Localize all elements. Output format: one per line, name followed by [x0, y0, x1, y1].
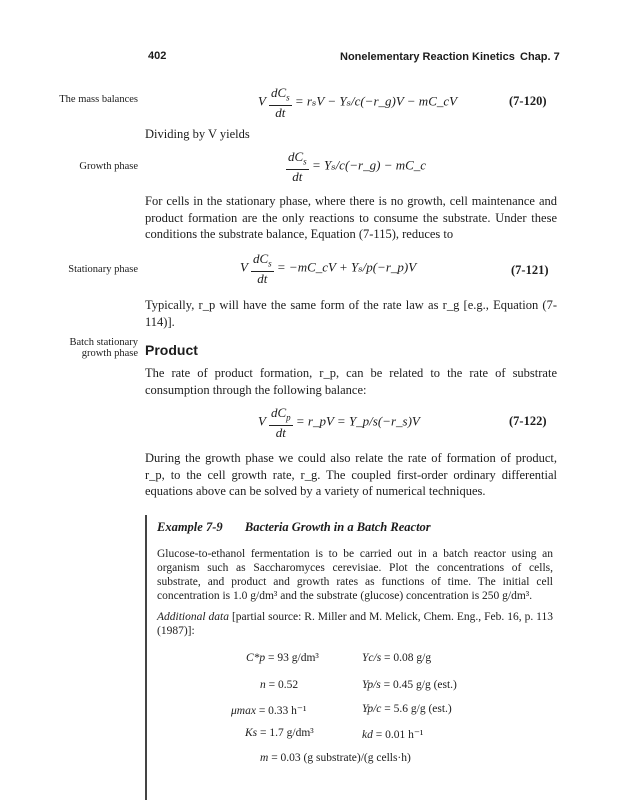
example-vertical-rule: [145, 515, 147, 800]
data-left-2-symbol: μmax: [231, 705, 256, 717]
dividing-text: Dividing by V yields: [145, 127, 250, 141]
additional-data: [157, 610, 553, 638]
example-title: Bacteria Growth in a Batch Reactor: [244, 520, 431, 534]
data-right-2: [362, 703, 452, 715]
example-label: Example 7-9: [157, 520, 223, 534]
data-last-symbol: m: [260, 752, 269, 764]
equation-growth-rhs: = Yₛ/c(−r_g) − mC_c: [311, 157, 427, 173]
example-heading: [157, 520, 431, 535]
data-right-1-value: = 0.45 g/g (est.): [383, 679, 457, 691]
page-number: 402: [148, 50, 167, 62]
data-left-2-value: = 0.33 h⁻¹: [258, 705, 307, 717]
running-title: Nonelementary Reaction Kinetics: [340, 51, 515, 63]
equation-7-120: V $\frac{dC_s}{dt}$ = rₛV − Yₛ/c(−r_g)V − mC_cV: [258, 85, 458, 120]
data-left-0-value: = 93 g/dm³: [268, 652, 319, 664]
product-paragraph: The rate of product formation, r_p, can be related to the rate of substrate consumption through the following balance:: [145, 366, 557, 397]
equation-7-120-rhs: = rₛV − Yₛ/c(−r_g)V − mC_cV: [294, 93, 458, 109]
typically-paragraph: Typically, r_p will have the same form of the rate law as r_g [e.g., Equation (7-114)].: [145, 298, 557, 329]
equation-7-122-rhs: = r_pV = Y_p/s(−r_s)V: [295, 413, 420, 429]
data-left-1-value: = 0.52: [268, 679, 299, 691]
additional-data-label: Additional data: [157, 611, 229, 623]
data-right-3-value: = 0.01 h⁻¹: [375, 729, 424, 741]
data-left-2: [231, 703, 306, 717]
margin-note-stationary-phase: Stationary phase: [68, 264, 138, 275]
data-left-1-symbol: n: [260, 679, 266, 691]
data-last: [260, 752, 411, 764]
data-right-2-value: = 5.6 g/g (est.): [384, 703, 452, 715]
during-paragraph: During the growth phase we could also relate the rate of formation of product, r_p, to the cell growth rate, r_g. The coupled first-order ordinary differential equations above can be solved by a variety of numerical techniques.: [145, 451, 557, 498]
data-left-1: [260, 679, 298, 691]
data-left-3-value: = 1.7 g/dm³: [260, 727, 314, 739]
equation-7-122: V $\frac{dC_p}{dt}$ = r_pV = Y_p/s(−r_s)V: [258, 405, 420, 440]
equation-growth: $\frac{dC_s}{dt}$ = Yₛ/c(−r_g) − mC_c: [288, 149, 427, 184]
example-paragraph: Glucose-to-ethanol fermentation is to be carried out in a batch reactor using an organism such as Saccharomyces cerevisiae. Plot the concentrations of cells, substrate, and product and growth rates as functions of time. The initial cell concentration is 1.0 g/dm³ and the substrate (glucose) concentration is 250 g/dm³.: [157, 548, 553, 602]
data-right-1: [362, 679, 457, 691]
data-right-3: [362, 727, 423, 741]
margin-note-growth-phase-2: growth phase: [81, 348, 138, 359]
data-right-0: [362, 652, 431, 664]
data-left-3: [245, 727, 314, 739]
additional-data-source: [partial source: R. Miller and M. Melick, Chem. Eng., Feb. 16, p. 113 (1987)]:: [157, 611, 553, 637]
data-left-3-symbol: Ks: [245, 727, 258, 739]
product-heading: Product: [145, 342, 198, 358]
data-right-0-symbol: Yc/s: [362, 652, 382, 664]
equation-number-7-122: (7-122): [509, 414, 547, 428]
margin-note-growth-phase: Growth phase: [79, 161, 138, 172]
stationary-paragraph: For cells in the stationary phase, where there is no growth, cell maintenance and product formation are the only reactions to consume the substrate. Under these conditions the substrate balance, Equation (7-115), reduces to: [145, 194, 557, 241]
margin-note-batch-stationary: Batch stationary: [69, 337, 138, 348]
margin-note-mass-balances: The mass balances: [59, 94, 138, 105]
equation-7-121-rhs: = −mC_cV + Yₛ/p(−r_p)V: [276, 259, 417, 275]
data-right-3-symbol: kd: [362, 729, 373, 741]
data-right-0-value: = 0.08 g/g: [384, 652, 432, 664]
chapter-label: Chap. 7: [520, 51, 560, 63]
equation-number-7-121: (7-121): [511, 263, 549, 277]
data-right-2-symbol: Yp/c: [362, 703, 382, 715]
equation-number-7-120: (7-120): [509, 94, 547, 108]
data-left-0: [246, 652, 319, 664]
data-right-1-symbol: Yp/s: [362, 679, 381, 691]
data-last-value: = 0.03 (g substrate)/(g cells·h): [271, 752, 411, 764]
equation-7-121: V $\frac{dC_s}{dt}$ = −mC_cV + Yₛ/p(−r_p)V: [240, 251, 417, 286]
data-left-0-symbol: C*p: [246, 652, 266, 664]
